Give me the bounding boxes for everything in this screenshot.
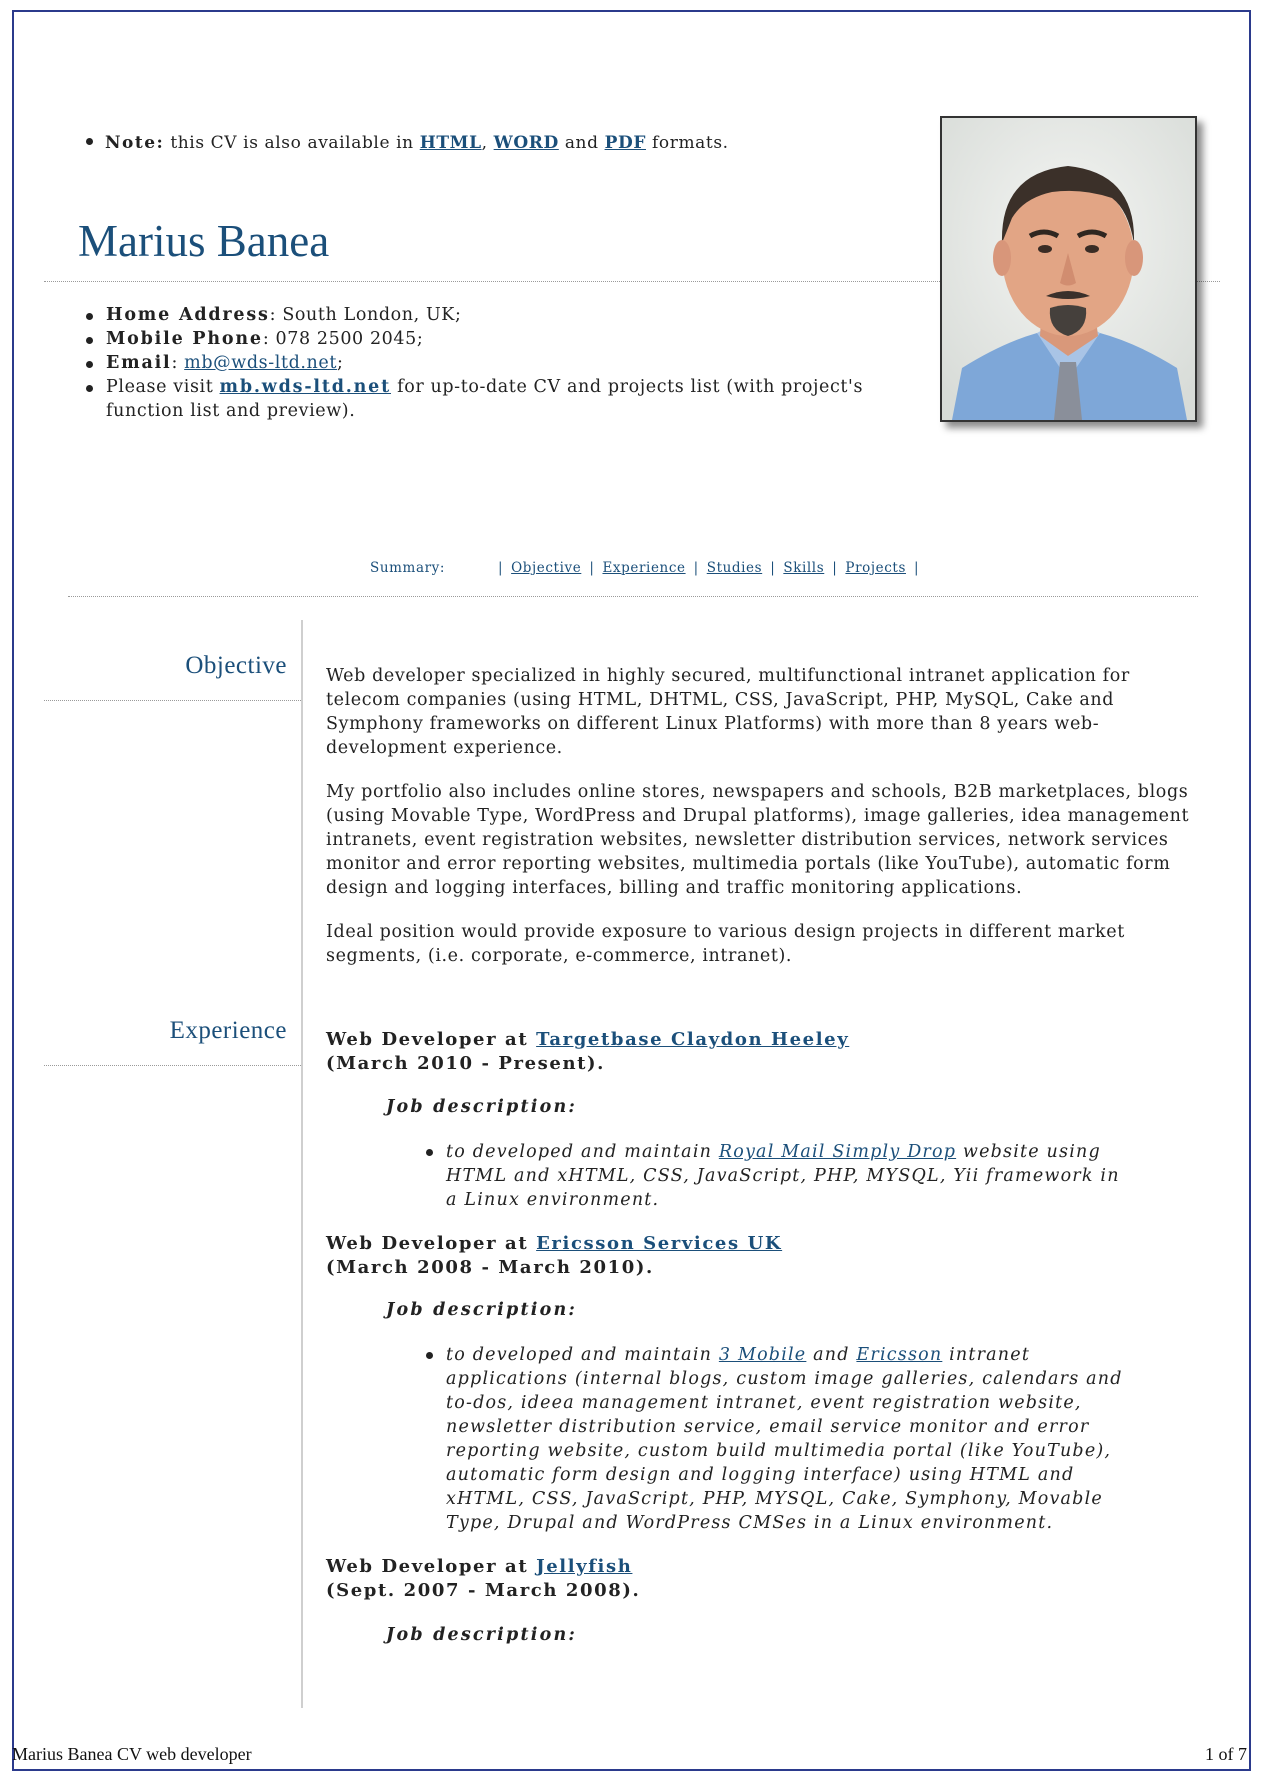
bullet-icon	[86, 385, 93, 392]
job-description-label: Job description:	[386, 1300, 578, 1320]
company-link[interactable]: Jellyfish	[536, 1556, 633, 1577]
address-label: Home Address	[106, 305, 270, 325]
note-text-end: formats.	[646, 133, 729, 153]
project-link[interactable]: 3 Mobile	[718, 1345, 807, 1365]
job-title	[326, 1028, 849, 1076]
job-role: Web Developer at	[326, 1233, 537, 1254]
nav-objective[interactable]: Objective	[511, 560, 582, 576]
job-period: (March 2010 - Present).	[326, 1053, 606, 1074]
note-and: and	[558, 133, 605, 153]
summary-divider	[68, 596, 1198, 597]
page-number: 1 of 7	[1205, 1744, 1247, 1764]
objective-heading-rule	[44, 700, 301, 701]
note-comma: ,	[481, 133, 494, 153]
profile-photo	[940, 116, 1197, 422]
format-note	[86, 133, 729, 153]
portrait-image	[942, 118, 1195, 420]
job-role: Web Developer at	[326, 1556, 537, 1577]
experience-heading-rule	[44, 1065, 301, 1066]
bullet-icon	[86, 313, 93, 320]
pdf-format-link[interactable]: PDF	[604, 133, 646, 153]
bullet-icon	[426, 1352, 433, 1359]
job-title	[326, 1232, 782, 1280]
nav-studies[interactable]: Studies	[706, 560, 763, 576]
website-link[interactable]: mb.wds-ltd.net	[219, 377, 391, 397]
section-column-divider	[301, 620, 303, 1708]
objective-paragraph: Ideal position would provide exposure to various design projects in different market segments, (i.e. corporate, e-commerce, intranet).	[326, 922, 1125, 966]
job-description-label: Job description:	[386, 1097, 578, 1117]
company-link[interactable]: Ericsson Services UK	[536, 1233, 783, 1254]
footer-title: Marius Banea CV web developer	[12, 1744, 252, 1764]
visit-text-end: for up-to-date CV and projects list (with project's function list and preview).	[106, 377, 864, 421]
html-format-link[interactable]: HTML	[419, 133, 482, 153]
bullet-icon	[86, 337, 93, 344]
phone-value: : 078 2500 2045;	[262, 329, 424, 349]
note-label: Note:	[105, 133, 165, 153]
candidate-name: Marius Banea	[78, 216, 330, 266]
bullet-icon	[426, 1149, 433, 1156]
contact-website	[86, 375, 906, 423]
job-description	[426, 1140, 1136, 1212]
bullet-icon	[86, 361, 93, 368]
job-description-label: Job description:	[386, 1625, 578, 1645]
note-text: this CV is also available in	[164, 133, 420, 153]
nav-separator: |	[770, 560, 776, 576]
address-value: : South London, UK;	[269, 305, 462, 325]
job-period: (Sept. 2007 - March 2008).	[326, 1580, 641, 1601]
summary-nav	[370, 560, 927, 576]
job-title	[326, 1555, 640, 1603]
contact-list	[86, 303, 906, 423]
email-link[interactable]: mb@wds-ltd.net	[184, 353, 337, 373]
project-link[interactable]: Ericsson	[856, 1345, 943, 1365]
nav-skills[interactable]: Skills	[783, 560, 825, 576]
objective-body	[326, 664, 1206, 988]
nav-separator: |	[497, 560, 504, 576]
phone-label: Mobile Phone	[106, 329, 263, 349]
desc-text: to developed and maintain	[446, 1142, 719, 1162]
nav-projects[interactable]: Projects	[845, 560, 906, 576]
company-link[interactable]: Targetbase Claydon Heeley	[536, 1029, 850, 1050]
contact-address	[86, 303, 906, 327]
nav-separator: |	[832, 560, 838, 576]
email-end: ;	[337, 353, 344, 373]
desc-text-end: website using HTML and xHTML, CSS, JavaScript, PHP, MYSQL, Yii framework in a Linux environment.	[446, 1142, 1120, 1210]
nav-separator: |	[693, 560, 699, 576]
contact-phone	[86, 327, 906, 351]
job-role: Web Developer at	[326, 1029, 537, 1050]
experience-heading: Experience	[169, 1017, 287, 1044]
job-description	[426, 1343, 1136, 1535]
nav-separator: |	[589, 560, 595, 576]
summary-label: Summary:	[370, 560, 446, 576]
desc-text: to developed and maintain	[446, 1345, 719, 1365]
project-link[interactable]: Royal Mail Simply Drop	[718, 1142, 957, 1162]
email-label: Email	[106, 353, 172, 373]
job-period: (March 2008 - March 2010).	[326, 1257, 654, 1278]
desc-text-mid: and	[806, 1345, 857, 1365]
bullet-icon	[86, 138, 93, 145]
contact-email	[86, 351, 906, 375]
visit-text: Please visit	[106, 377, 220, 397]
word-format-link[interactable]: WORD	[493, 133, 559, 153]
objective-paragraph: My portfolio also includes online stores, newspapers and schools, B2B marketplaces, blogs (using Movable Type, WordPress and Drupal platforms), image galleries, idea management intranets, event registration websites, newsletter distribution services, network services monitor and error reporting websites, multimedia portals (like YouTube), automatic form design and logging interfaces, billing and traffic monitoring applications.	[326, 782, 1190, 898]
email-sep: :	[171, 353, 185, 373]
objective-paragraph: Web developer specialized in highly secured, multifunctional intranet application for telecom companies (using HTML, DHTML, CSS, JavaScript, PHP, MySQL, Cake and Symphony frameworks on different Linux Platforms) with more than 8 years web-development experience.	[326, 666, 1130, 758]
nav-separator: |	[913, 560, 920, 576]
desc-text-end: intranet applications (internal blogs, custom image galleries, calendars and to-dos, ideea management intranet, event registration website, newsletter distribution service, email service monitor and error reporting website, custom build multimedia portal (like YouTube), automatic form design and logging interface) using HTML and xHTML, CSS, JavaScript, PHP, MYSQL, Cake, Symphony, Movable Type, Drupal and WordPress CMSes in a Linux environment.	[446, 1345, 1123, 1533]
objective-heading: Objective	[185, 652, 287, 679]
nav-experience[interactable]: Experience	[602, 560, 686, 576]
